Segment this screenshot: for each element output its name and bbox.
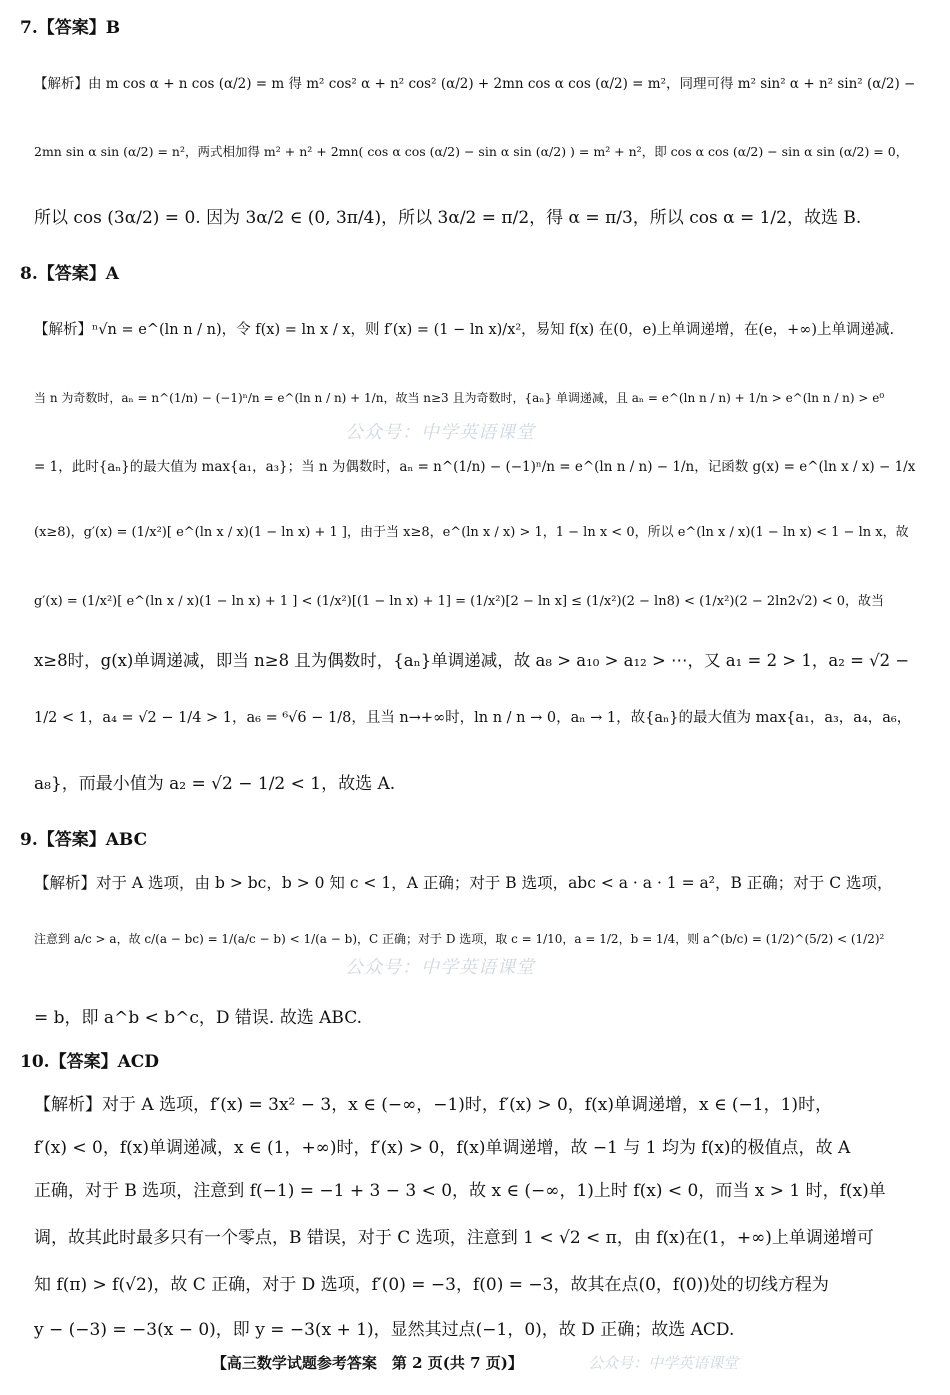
- q10-solution-line-4: 调，故其此时最多只有一个零点，B 错误，对于 C 选项，注意到 1 < √2 < π，由 f(x)在(1，+∞)上单调递增可: [34, 1228, 874, 1248]
- footer-text: 【高三数学试题参考答案 第 2 页(共 7 页)】: [211, 1354, 523, 1372]
- q10-solution-line-5: 知 f(π) > f(√2)，故 C 正确，对于 D 选项，f′(0) = −3，f(0) = −3，故其在点(0，f(0))处的切线方程为: [34, 1275, 829, 1295]
- q8-solution-line-7: 1/2 < 1，a₄ = √2 − 1/4 > 1，a₆ = ⁶√6 − 1/8，且当 n→+∞时，ln n / n → 0，aₙ → 1，故{aₙ}的最大值为 max{a₁，a₃，a₄，a₆，: [34, 710, 912, 726]
- watermark: 公众号：中学英语课堂: [345, 422, 535, 443]
- q8-solution-line-2: 当 n 为奇数时，aₙ = n^(1/n) − (−1)ⁿ/n = e^(ln n / n) + 1/n，故当 n≥3 且为奇数时，{aₙ} 单调递减，且 aₙ = e^(ln n / n) + 1/n > e^(ln n / n) > e⁰: [34, 391, 885, 405]
- q8-solution-line-4: (x≥8)，g′(x) = (1/x²)[ e^(ln x / x)(1 − ln x) + 1 ]，由于当 x≥8，e^(ln x / x) > 1，1 − ln x < 0，所以 e^(ln x / x)(1 − ln x) < 1 − ln x，故: [34, 525, 909, 540]
- q7-solution-line-1: 【解析】由 m cos α + n cos (α/2) = m 得 m² cos² α + n² cos² (α/2) + 2mn cos α cos (α/2) = m²，同理可得 m² sin² α + n² sin² (α/2) −: [34, 76, 916, 92]
- watermark: 公众号：中学英语课堂: [345, 957, 535, 978]
- q8-solution-line-5: g′(x) = (1/x²)[ e^(ln x / x)(1 − ln x) + 1 ] < (1/x²)[(1 − ln x) + 1] = (1/x²)[2 − ln x] ≤ (1/x²)(2 − ln8) < (1/x²)(2 − 2ln2√2) < 0，故当: [34, 594, 885, 609]
- page-footer: [0, 1352, 950, 1373]
- q7-solution-line-3: 所以 cos (3α/2) = 0. 因为 3α/2 ∈ (0, 3π/4)，所以 3α/2 = π/2，得 α = π/3，所以 cos α = 1/2，故选 B.: [34, 208, 862, 228]
- q7-solution-line-2: 2mn sin α sin (α/2) = n²，两式相加得 m² + n² + 2mn( cos α cos (α/2) − sin α sin (α/2) ) = m² + n²，即 cos α cos (α/2) − sin α sin (α/2) = 0，: [34, 144, 909, 159]
- q8-solution-line-8: a₈}，而最小值为 a₂ = √2 − 1/2 < 1，故选 A.: [34, 774, 396, 794]
- q8-solution-line-3: = 1，此时{aₙ}的最大值为 max{a₁，a₃}；当 n 为偶数时，aₙ = n^(1/n) − (−1)ⁿ/n = e^(ln n / n) − 1/n，记函数 g(x) = e^(ln x / x) − 1/x: [34, 459, 916, 475]
- q10-solution-line-1: 【解析】对于 A 选项，f′(x) = 3x² − 3，x ∈ (−∞，−1)时，f′(x) > 0，f(x)单调递增，x ∈ (−1，1)时，: [34, 1095, 833, 1115]
- q9-answer-header: 9.【答案】ABC: [20, 830, 148, 850]
- q10-answer-header: 10.【答案】ACD: [20, 1052, 160, 1072]
- q10-solution-line-3: 正确，对于 B 选项，注意到 f(−1) = −1 + 3 − 3 < 0，故 x ∈ (−∞，1)上时 f(x) < 0，而当 x > 1 时，f(x)单: [34, 1181, 886, 1201]
- q8-answer-header: 8.【答案】A: [20, 264, 119, 284]
- footer-watermark: 公众号：中学英语课堂: [588, 1354, 739, 1372]
- q10-solution-line-6: y − (−3) = −3(x − 0)，即 y = −3(x + 1)，显然其过点(−1，0)，故 D 正确；故选 ACD.: [34, 1320, 735, 1340]
- q9-solution-line-1: 【解析】对于 A 选项，由 b > bc，b > 0 知 c < 1，A 正确；对于 B 选项，abc < a · a · 1 = a²，B 正确；对于 C 选项，: [34, 874, 893, 892]
- q9-solution-line-2: 注意到 a/c > a，故 c/(a − bc) = 1/(a/c − b) < 1/(a − b)，C 正确；对于 D 选项，取 c = 1/10，a = 1/2，b = 1/4，则 a^(b/c) = (1/2)^(5/2) < (1/2)²: [34, 932, 885, 946]
- q8-solution-line-1: 【解析】ⁿ√n = e^(ln n / n)，令 f(x) = ln x / x，则 f′(x) = (1 − ln x)/x²，易知 f(x) 在(0，e)上单调递增，在(e，+∞)上单调递减.: [34, 322, 895, 338]
- q7-answer-header: 7.【答案】B: [20, 18, 121, 38]
- q10-solution-line-2: f′(x) < 0，f(x)单调递减，x ∈ (1，+∞)时，f′(x) > 0，f(x)单调递增，故 −1 与 1 均为 f(x)的极值点，故 A: [34, 1138, 851, 1158]
- q9-solution-line-3: = b，即 a^b < b^c，D 错误. 故选 ABC.: [34, 1008, 363, 1028]
- q8-solution-line-6: x≥8时，g(x)单调递减，即当 n≥8 且为偶数时，{aₙ}单调递减，故 a₈ > a₁₀ > a₁₂ > ⋯，又 a₁ = 2 > 1，a₂ = √2 −: [34, 651, 910, 670]
